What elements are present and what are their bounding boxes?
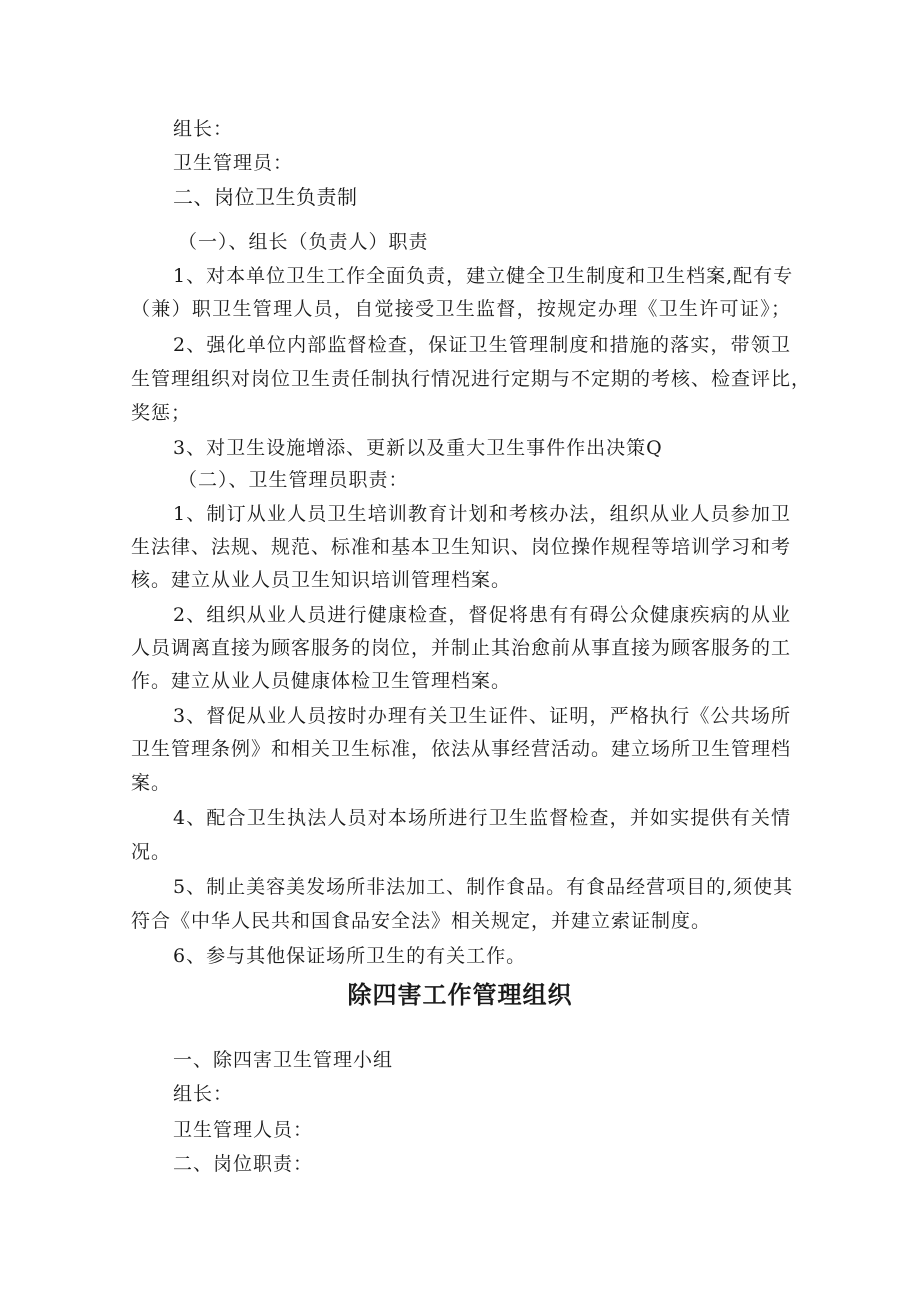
paragraph-line: 案。 [131, 772, 172, 794]
paragraph-line: 3、督促从业人员按时办理有关卫生证件、证明，严格执行《公共场所 [173, 705, 791, 727]
paragraph-line: 1、对本单位卫生工作全面负责，建立健全卫生制度和卫生档案,配有专 [173, 265, 794, 287]
paragraph-line: 2、强化单位内部监督检查，保证卫生管理制度和措施的落实，带领卫 [173, 334, 791, 356]
subheading-leader-duties: （一）、组长（负责人）职责 [178, 231, 429, 253]
pest-group-heading: 一、除四害卫生管理小组 [173, 1049, 394, 1071]
paragraph-line: 5、制止美容美发场所非法加工、制作食品。有食品经营项目的,须使其 [173, 876, 794, 898]
paragraph-line: 况。 [131, 841, 172, 863]
section-heading-post-responsibility: 二、岗位卫生负责制 [173, 185, 358, 209]
paragraph-line: 2、组织从业人员进行健康检查，督促将患有有碍公众健康疾病的从业 [173, 604, 791, 626]
paragraph-line: 4、配合卫生执法人员对本场所进行卫生监督检查，并如实提供有关情 [173, 807, 791, 829]
pest-staff-label: 卫生管理人员： [173, 1119, 314, 1141]
paragraph-line: 生管理组织对岗位卫生责任制执行情况进行定期与不定期的考核、检查评比， [131, 368, 812, 390]
leader-label: 组长： [173, 118, 234, 140]
paragraph-line: 生法律、法规、规范、标准和基本卫生知识、岗位操作规程等培训学习和考 [131, 536, 792, 558]
paragraph-line: 符合《中华人民共和国食品安全法》相关规定，并建立索证制度。 [131, 910, 712, 932]
subheading-manager-duties: （二）、卫生管理员职责： [178, 469, 409, 491]
paragraph-line: 卫生管理条例》和相关卫生标准，依法从事经营活动。建立场所卫生管理档 [131, 738, 792, 760]
paragraph-line: 奖惩； [131, 402, 192, 424]
pest-leader-label: 组长： [173, 1083, 234, 1105]
paragraph-line: 1、制订从业人员卫生培训教育计划和考核办法，组织从业人员参加卫 [173, 503, 791, 525]
paragraph-line: 3、对卫生设施增添、更新以及重大卫生事件作出决策Q [173, 437, 663, 459]
section-title-pest-control: 除四害工作管理组织 [347, 981, 573, 1009]
paragraph-line: 6、参与其他保证场所卫生的有关工作。 [173, 945, 527, 967]
paragraph-line: 核。建立从业人员卫生知识培训管理档案。 [131, 569, 512, 591]
pest-duties-heading: 二、岗位职责： [173, 1153, 314, 1175]
paragraph-line: 人员调离直接为顾客服务的岗位，并制止其治愈前从事直接为顾客服务的工 [131, 637, 792, 659]
paragraph-line: （兼）职卫生管理人员，自觉接受卫生监督，按规定办理《卫生许可证》； [131, 298, 791, 320]
paragraph-line: 作。建立从业人员健康体检卫生管理档案。 [131, 670, 512, 692]
manager-label: 卫生管理员： [173, 152, 294, 174]
